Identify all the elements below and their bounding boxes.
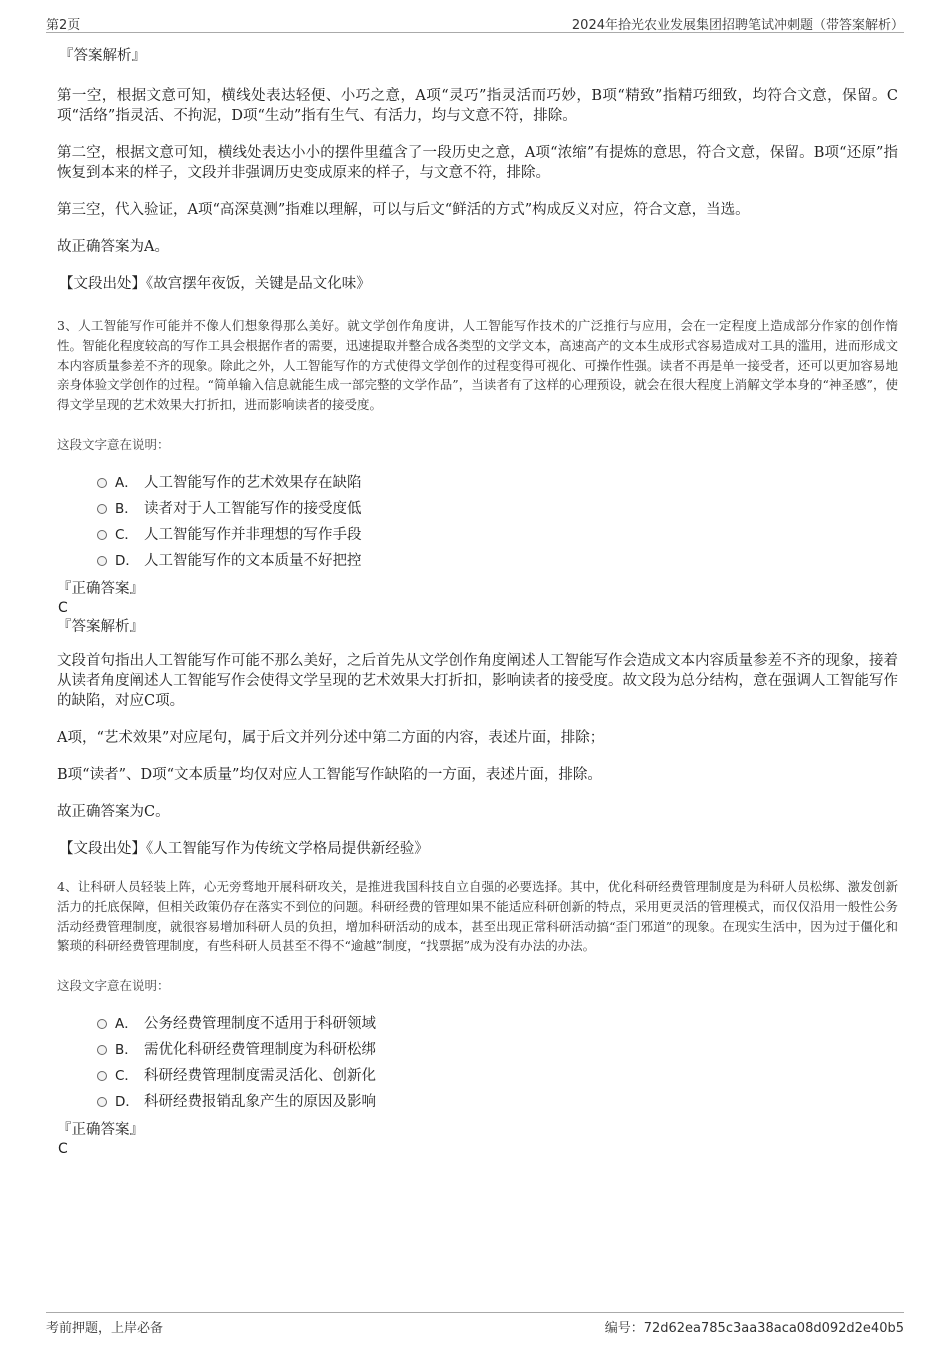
option-text: 读者对于人工智能写作的接受度低 xyxy=(144,500,362,517)
radio-icon[interactable] xyxy=(97,530,107,540)
option-c[interactable] xyxy=(97,1066,898,1092)
question-3-source: 【文段出处】《人工智能写作为传统文学格局提供新经验》 xyxy=(59,840,429,857)
question-4-text: 4、让科研人员轻装上阵，心无旁骛地开展科研攻关，是推进我国科技自立自强的必要选择。其中，优化科研经费管理制度是为科研人员松绑、激发创新活力的托底保障，但相关政策仍存在落实不到位的问题。科研经费的管理如果不能适应科研创新的特点，采用更灵活的管理模式，而仅仅沿用一般性公务活动经费管理制度，就很容易增加科研人员的负担，增加科研活动的成本，甚至出现正常科研活动搞“歪门邪道”的现象。在现实生活中，因为过于僵化和繁琐的科研经费管理制度，有些科研人员甚至不得不“逾越”制度，“找票据”成为没有办法的办法。 xyxy=(57,878,898,954)
option-key: C． xyxy=(115,1068,138,1085)
page-content xyxy=(57,40,898,1159)
analysis-paragraph: 文段首句指出人工智能写作可能不那么美好，之后首先从文学创作角度阐述人工智能写作会造成文本内容质量参差不齐的现象，接着从读者角度阐述人工智能写作会使得文学呈现的艺术效果大打折扣，影响读者的接受度。故文段为总分结构，意在强调人工智能写作的缺陷，对应C项。 xyxy=(57,652,898,709)
page-header xyxy=(46,12,904,33)
question-3-text: 3、人工智能写作可能并不像人们想象得那么美好。就文学创作角度讲，人工智能写作技术的广泛推行与应用，会在一定程度上造成部分作家的创作惰性。智能化程度较高的写作工具会根据作者的需要，迅速提取并整合成各类型的文学文本，高速高产的文本生成形式容易造成对工具的滥用，进而形成文本内容质量参差不齐的现象。除此之外，人工智能写作的方式使得文学创作的过程变得可视化、可操作性强。读者不再是单一接受者，还可以更加容易地亲身体验文学创作的过程。“简单输入信息就能生成一部完整的文学作品”，当读者有了这样的心理预设，就会在很大程度上消解文学本身的“神圣感”，使得文学呈现的艺术效果大打折扣，进而影响读者的接受度。 xyxy=(57,318,898,413)
option-key: D． xyxy=(115,552,139,569)
radio-icon[interactable] xyxy=(97,478,107,488)
prev-analysis-label: 『答案解析』 xyxy=(59,48,146,64)
option-key: B． xyxy=(115,1042,138,1059)
prev-analysis-paragraph: 第三空，代入验证，A项“高深莫测”指难以理解，可以与后文“鲜活的方式”构成反义对应，符合文意，当选。 xyxy=(57,202,750,218)
option-text: 科研经费报销乱象产生的原因及影响 xyxy=(144,1094,376,1111)
radio-icon[interactable] xyxy=(97,504,107,514)
option-text: 人工智能写作的艺术效果存在缺陷 xyxy=(144,474,362,491)
analysis-paragraph: 故正确答案为C。 xyxy=(57,803,170,820)
prev-analysis xyxy=(57,86,898,257)
option-c[interactable] xyxy=(97,525,898,551)
radio-icon[interactable] xyxy=(97,1019,107,1029)
option-b[interactable] xyxy=(97,1040,898,1066)
prev-source: 【文段出处】《故宫摆年夜饭，关键是品文化味》 xyxy=(59,276,371,292)
answer-label: 『正确答案』 xyxy=(57,580,144,597)
analysis-paragraph: A项，“艺术效果”对应尾句，属于后文并列分述中第二方面的内容，表述片面，排除； xyxy=(57,729,605,746)
radio-icon[interactable] xyxy=(97,1097,107,1107)
option-text: 公务经费管理制度不适用于科研领域 xyxy=(144,1016,376,1033)
option-d[interactable] xyxy=(97,551,898,577)
question-4-answer xyxy=(57,1121,898,1159)
option-key: C． xyxy=(115,526,138,543)
document-id: 编号：72d62ea785c3aa38aca08d092d2e40b5 xyxy=(604,1321,904,1336)
option-b[interactable] xyxy=(97,499,898,525)
option-key: A． xyxy=(115,1016,138,1033)
analysis-paragraph: B项“读者”、D项“文本质量”均仅对应人工智能写作缺陷的一方面，表述片面，排除。 xyxy=(57,766,602,783)
page-number: 第2页 xyxy=(46,18,81,33)
analysis-label: 『答案解析』 xyxy=(57,618,144,635)
option-d[interactable] xyxy=(97,1092,898,1118)
question-3-answer xyxy=(57,580,898,637)
question-3-options xyxy=(97,473,898,577)
prev-analysis-paragraph: 故正确答案为A。 xyxy=(57,239,169,255)
option-key: D． xyxy=(115,1094,139,1111)
answer-label: 『正确答案』 xyxy=(57,1122,144,1139)
option-text: 科研经费管理制度需灵活化、创新化 xyxy=(144,1068,376,1085)
answer-value: C xyxy=(58,1141,68,1158)
radio-icon[interactable] xyxy=(97,556,107,566)
option-a[interactable] xyxy=(97,1014,898,1040)
question-3-analysis xyxy=(57,651,898,822)
radio-icon[interactable] xyxy=(97,1045,107,1055)
option-text: 需优化科研经费管理制度为科研松绑 xyxy=(144,1042,376,1059)
document-title: 2024年拾光农业发展集团招聘笔试冲刺题（带答案解析） xyxy=(571,18,904,33)
option-text: 人工智能写作并非理想的写作手段 xyxy=(144,526,362,543)
option-key: A． xyxy=(115,474,138,491)
option-key: B． xyxy=(115,500,138,517)
option-a[interactable] xyxy=(97,473,898,499)
option-text: 人工智能写作的文本质量不好把控 xyxy=(144,552,362,569)
page-footer xyxy=(46,1312,904,1335)
question-4-prompt: 这段文字意在说明： xyxy=(57,978,170,994)
question-4-options xyxy=(97,1014,898,1118)
radio-icon[interactable] xyxy=(97,1071,107,1081)
prev-analysis-paragraph: 第二空，根据文意可知，横线处表达小小的摆件里蕴含了一段历史之意，A项“浓缩”有提炼的意思，符合文意，保留。B项“还原”指恢复到本来的样子，文段并非强调历史变成原来的样子，与文意不符，排除。 xyxy=(57,145,898,181)
question-3-prompt: 这段文字意在说明： xyxy=(57,436,170,452)
answer-value: C xyxy=(58,599,68,616)
footer-slogan: 考前押题，上岸必备 xyxy=(46,1321,164,1336)
prev-analysis-paragraph: 第一空，根据文意可知，横线处表达轻便、小巧之意，A项“灵巧”指灵活而巧妙，B项“精致”指精巧细致，均符合文意，保留。C项“活络”指灵活、不拘泥，D项“生动”指有生气、有活力，均与文意不符，排除。 xyxy=(57,88,898,124)
